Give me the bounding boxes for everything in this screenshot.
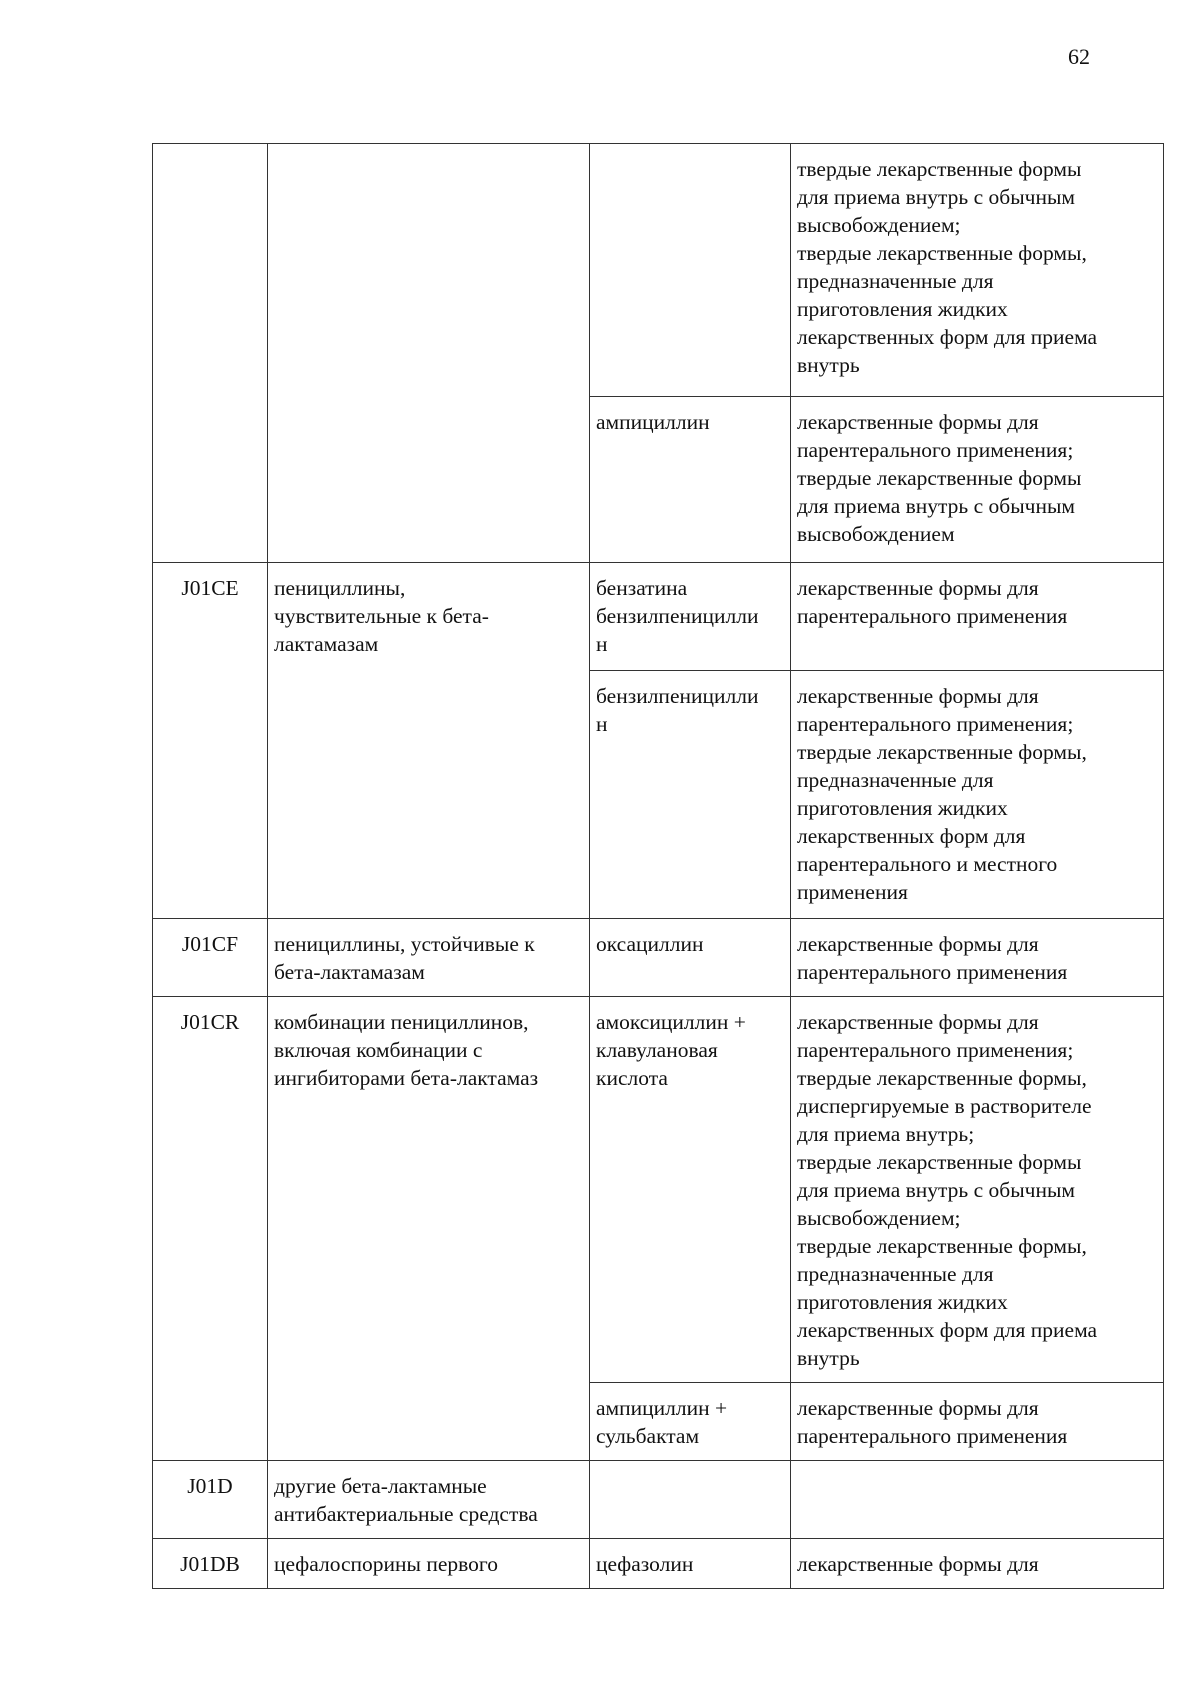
text-line: диспергируемые в растворителе: [797, 1094, 1092, 1118]
text-line: сульбактам: [596, 1424, 700, 1448]
text-line: клавулановая: [596, 1038, 718, 1062]
dosage-forms-cell: [791, 563, 1164, 671]
table-row: [153, 563, 1164, 671]
atc-code-cell: J01DB: [153, 1539, 268, 1589]
pharmacological-group-cell: [268, 144, 590, 563]
text-line: лекарственные формы для: [797, 684, 1039, 708]
text-line: чувствительные к бета-: [274, 604, 489, 628]
dosage-forms-cell: [791, 144, 1164, 397]
text-line: ингибиторами бета-лактамаз: [274, 1066, 539, 1090]
text-line: ампициллин +: [596, 1396, 728, 1420]
text-line: лекарственные формы для: [797, 576, 1039, 600]
text-line: парентерального применения: [797, 604, 1068, 628]
text-line: для приема внутрь с обычным: [797, 494, 1076, 518]
atc-code-cell: J01D: [153, 1461, 268, 1539]
atc-code-cell: J01CR: [153, 997, 268, 1461]
text-line: кислота: [596, 1066, 668, 1090]
text-line: приготовления жидких: [797, 297, 1008, 321]
drug-name-cell: [590, 397, 791, 563]
text-line: бензилпеницилли: [596, 604, 759, 628]
text-line: лекарственных форм для: [797, 824, 1026, 848]
text-line: лактамазам: [274, 632, 379, 656]
text-line: антибактериальные средства: [274, 1502, 538, 1526]
table-row: [153, 1461, 1164, 1539]
text-line: для приема внутрь с обычным: [797, 185, 1076, 209]
text-line: твердые лекарственные формы,: [797, 1066, 1087, 1090]
atc-code-cell: J01CF: [153, 919, 268, 997]
text-line: высвобождением;: [797, 1206, 961, 1230]
drug-name-cell: [590, 563, 791, 671]
text-line: оксациллин: [596, 932, 704, 956]
text-line: твердые лекарственные формы,: [797, 740, 1087, 764]
text-line: лекарственные формы для: [797, 1010, 1039, 1034]
text-line: парентерального применения;: [797, 438, 1074, 462]
text-line: бета-лактамазам: [274, 960, 425, 984]
text-line: включая комбинации с: [274, 1038, 483, 1062]
pharmacological-group-cell: [268, 997, 590, 1461]
dosage-forms-cell: [791, 671, 1164, 919]
text-line: высвобождением;: [797, 213, 961, 237]
pharmacological-group-cell: [268, 563, 590, 919]
dosage-forms-cell: [791, 919, 1164, 997]
drug-name-cell: [590, 1539, 791, 1589]
text-line: внутрь: [797, 353, 860, 377]
table-row: [153, 1539, 1164, 1589]
text-line: приготовления жидких: [797, 1290, 1008, 1314]
drug-name-cell: [590, 671, 791, 919]
text-line: лекарственные формы для: [797, 1396, 1039, 1420]
dosage-forms-cell: [791, 997, 1164, 1383]
text-line: высвобождением: [797, 522, 955, 546]
text-line: амоксициллин +: [596, 1010, 746, 1034]
pharmacological-group-cell: [268, 1461, 590, 1539]
text-line: н: [596, 632, 608, 656]
text-line: цефалоспорины первого: [274, 1552, 498, 1576]
text-line: твердые лекарственные формы,: [797, 1234, 1087, 1258]
text-line: н: [596, 712, 608, 736]
text-line: внутрь: [797, 1346, 860, 1370]
text-line: пенициллины, устойчивые к: [274, 932, 535, 956]
text-line: пенициллины,: [274, 576, 406, 600]
text-line: твердые лекарственные формы: [797, 157, 1082, 181]
text-line: применения: [797, 880, 908, 904]
text-line: лекарственных форм для приема: [797, 1318, 1098, 1342]
text-line: парентерального и местного: [797, 852, 1058, 876]
atc-code-cell: [153, 144, 268, 563]
text-line: предназначенные для: [797, 768, 994, 792]
text-line: комбинации пенициллинов,: [274, 1010, 529, 1034]
text-line: цефазолин: [596, 1552, 694, 1576]
text-line: лекарственные формы для: [797, 932, 1039, 956]
dosage-forms-cell: [791, 1539, 1164, 1589]
atc-code-cell: J01CE: [153, 563, 268, 919]
text-line: предназначенные для: [797, 269, 994, 293]
drug-name-cell: [590, 997, 791, 1383]
drug-name-cell: [590, 1383, 791, 1461]
text-line: приготовления жидких: [797, 796, 1008, 820]
text-line: парентерального применения: [797, 1424, 1068, 1448]
text-line: твердые лекарственные формы: [797, 1150, 1082, 1174]
text-line: для приема внутрь;: [797, 1122, 975, 1146]
drug-name-cell: [590, 1461, 791, 1539]
table-row: [153, 997, 1164, 1383]
page-number: 62: [1068, 44, 1090, 69]
dosage-forms-cell: [791, 397, 1164, 563]
text-line: бензатина: [596, 576, 688, 600]
text-line: твердые лекарственные формы,: [797, 241, 1087, 265]
text-line: лекарственных форм для приема: [797, 325, 1098, 349]
text-line: лекарственные формы для: [797, 1552, 1039, 1576]
drug-classification-table: [152, 143, 1164, 1589]
text-line: парентерального применения;: [797, 712, 1074, 736]
drug-name-cell: [590, 144, 791, 397]
table-row: [153, 144, 1164, 397]
table-row: [153, 919, 1164, 997]
text-line: парентерального применения: [797, 960, 1068, 984]
pharmacological-group-cell: [268, 919, 590, 997]
text-line: бензилпеницилли: [596, 684, 759, 708]
text-line: парентерального применения;: [797, 1038, 1074, 1062]
text-line: лекарственные формы для: [797, 410, 1039, 434]
text-line: другие бета-лактамные: [274, 1474, 487, 1498]
text-line: ампициллин: [596, 410, 710, 434]
dosage-forms-cell: [791, 1461, 1164, 1539]
pharmacological-group-cell: [268, 1539, 590, 1589]
text-line: твердые лекарственные формы: [797, 466, 1082, 490]
dosage-forms-cell: [791, 1383, 1164, 1461]
text-line: для приема внутрь с обычным: [797, 1178, 1076, 1202]
text-line: предназначенные для: [797, 1262, 994, 1286]
drug-name-cell: [590, 919, 791, 997]
